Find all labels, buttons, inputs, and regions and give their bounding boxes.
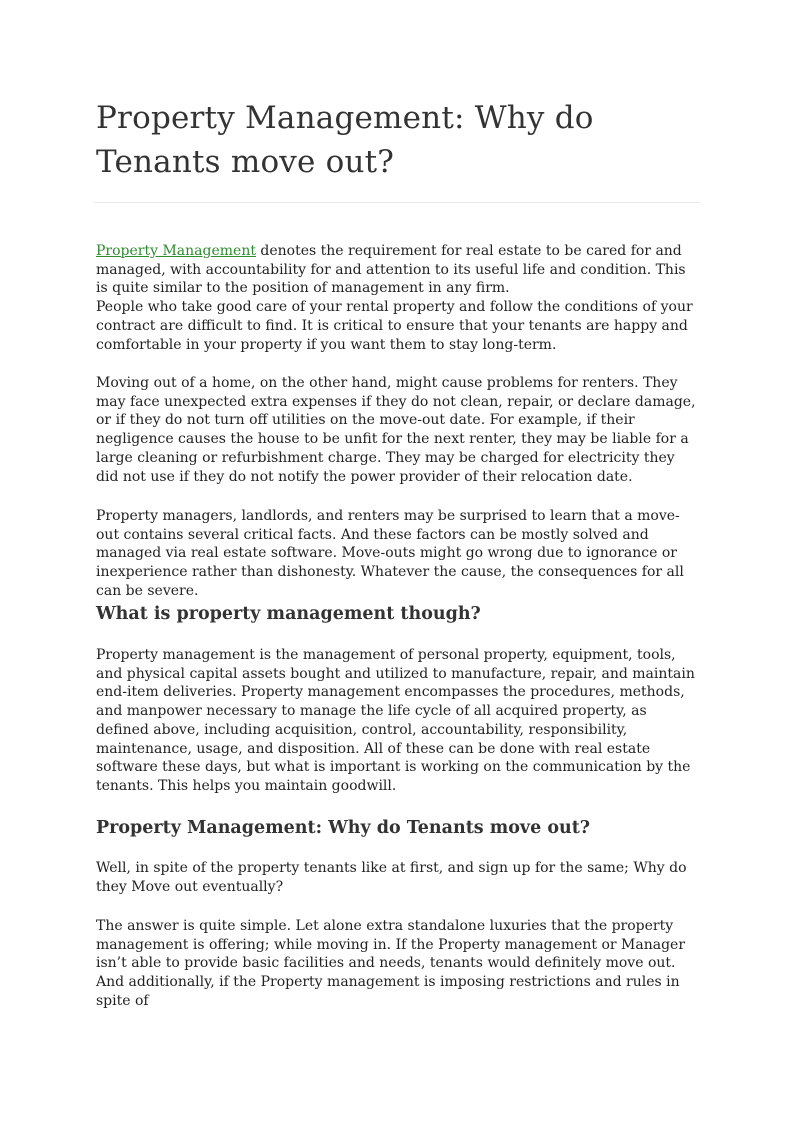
why-move-out-paragraph-2: The answer is quite simple. Let alone extra standalone luxuries that the property management is offering; while moving in. If the Property management or Manager isn’t able to provide basic facilities and needs, tenants would definitely move out. And additionally, if the Property management is imposing restrictions and rules in spite of [96,918,686,1009]
page-title: Property Management: Why do Tenants move out? [96,100,594,180]
title-divider [94,202,700,203]
intro-paragraph-2: People who take good care of your rental property and follow the conditions of your contract are difficult to find. It is critical to ensure that your tenants are happy and comfortable in your property if you want them to stay long-term. [96,299,693,353]
property-management-link[interactable]: Property Management [96,243,256,259]
what-is-paragraph: Property management is the management of personal property, equipment, tools, and physical capital assets bought and utilized to manufacture, repair, and maintain end-item deliveries. Property management encompasses the procedures, methods, and manpower necessary to manage the life cycle of all acquired property, as defined above, including acquisition, control, accountability, responsibility, maintenance, usage, and disposition. All of these can be done with real estate software these days, but what is important is working on the communication by the tenants. This helps you maintain goodwill. [96,647,695,794]
why-move-out-paragraph-1: Well, in spite of the property tenants like at first, and sign up for the same; Why do they Move out eventually? [96,860,687,895]
section-heading-what-is: What is property management though? [96,604,481,624]
moving-out-paragraph: Moving out of a home, on the other hand, might cause problems for renters. They may face unexpected extra expenses if they do not clean, repair, or declare damage, or if they do not turn off utilities on the move-out date. For example, if their negligence causes the house to be unfit for the next renter, they may be liable for a large cleaning or refurbishment charge. They may be charged for electricity they did not use if they do not notify the power provider of their relocation date. [96,375,696,485]
intro-paragraph-1-text: denotes the requirement for real estate to be cared for and managed, with accountability for and attention to its useful life and condition. This is quite similar to the position of management in any firm. [96,243,686,297]
section-heading-why-move-out: Property Management: Why do Tenants move out? [96,818,591,838]
intro-block [96,242,700,354]
property-managers-paragraph: Property managers, landlords, and renters may be surprised to learn that a move-out contains several critical facts. And these factors can be mostly solved and managed via real estate software. Move-outs might go wrong due to ignorance or inexperience rather than dishonesty. Whatever the cause, the consequences for all can be severe. [96,508,684,599]
intro-paragraph-1 [96,242,700,298]
